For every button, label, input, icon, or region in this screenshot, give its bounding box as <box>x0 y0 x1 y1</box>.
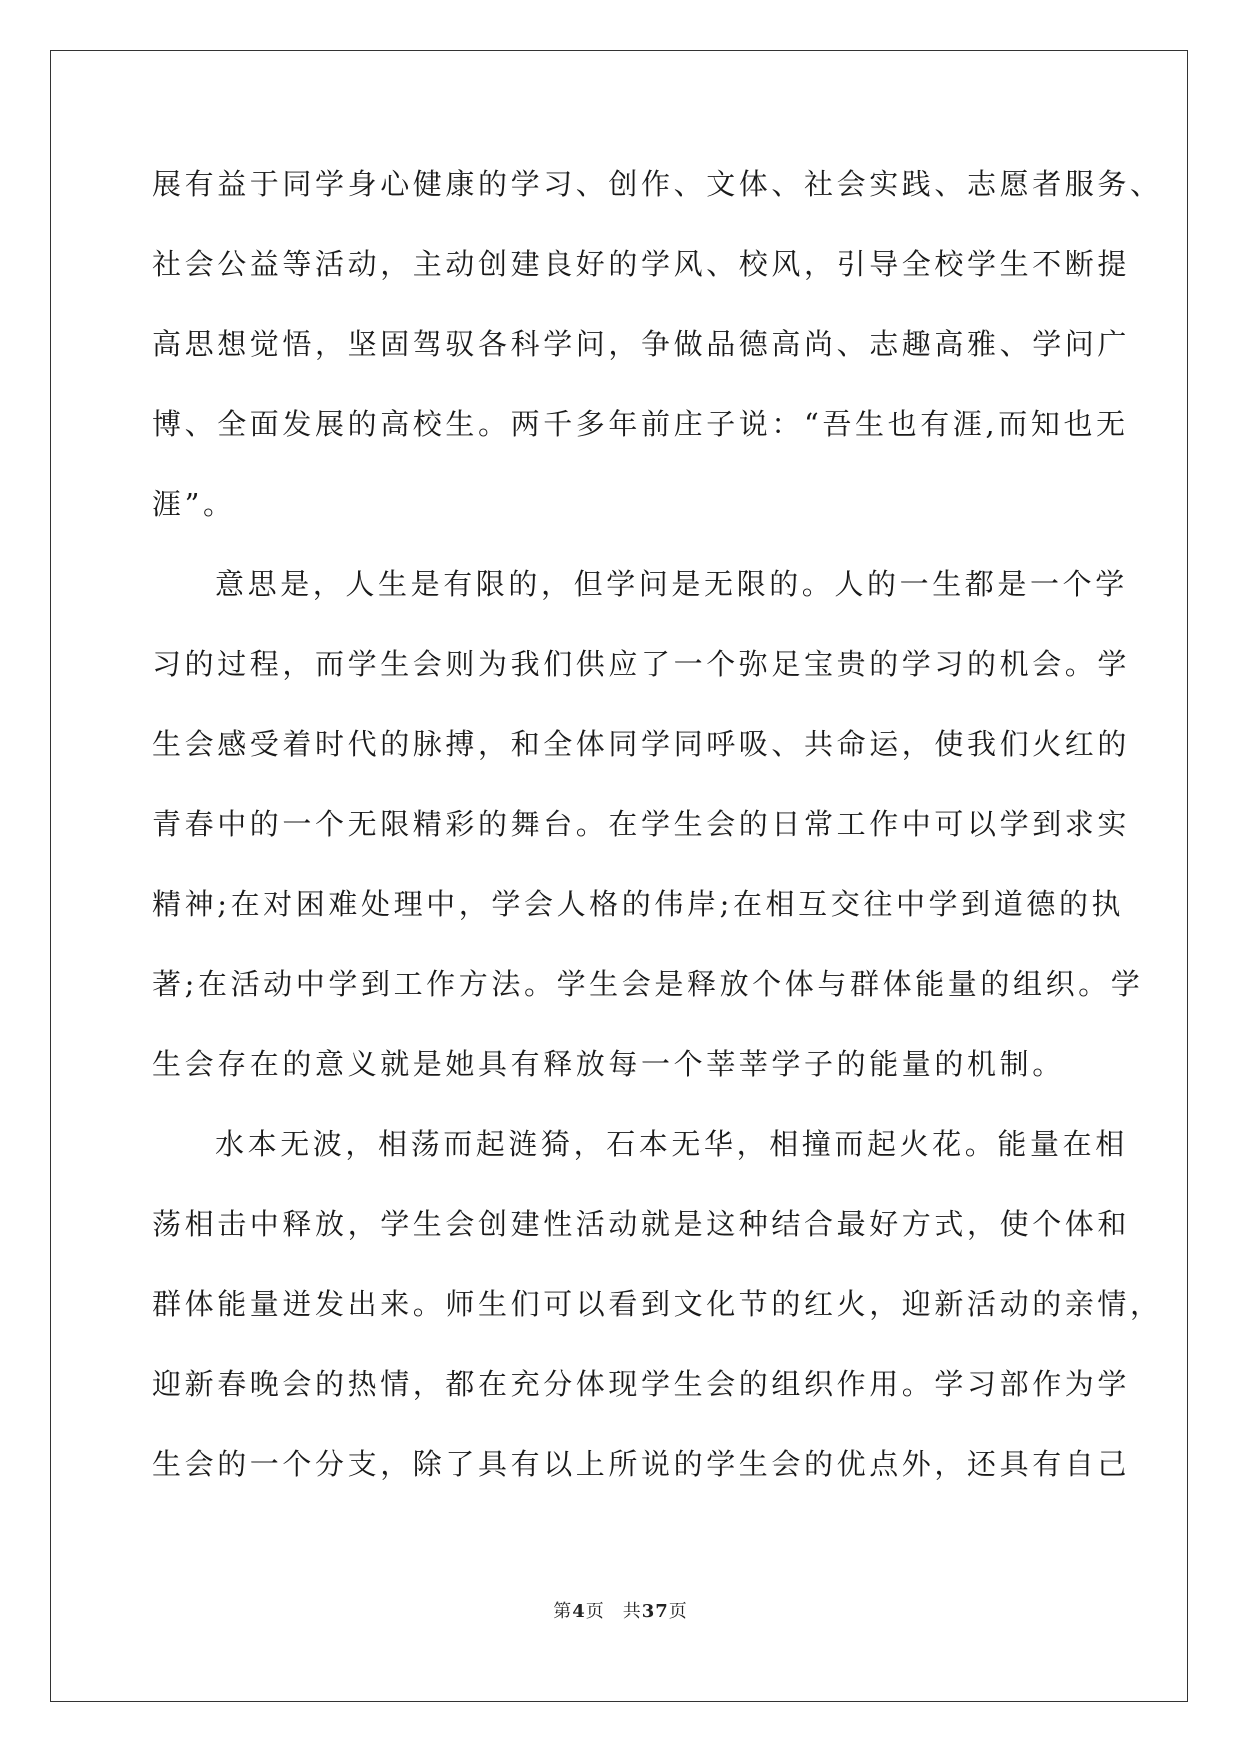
text-line: 荡相击中释放，学生会创建性活动就是这种结合最好方式，使个体和 <box>152 1207 1131 1241</box>
paragraph-start-line: 意思是，人生是有限的，但学问是无限的。人的一生都是一个学 <box>215 567 1128 601</box>
page-unit: 页 <box>585 1601 605 1622</box>
text-line: 生会存在的意义就是她具有释放每一个莘莘学子的能量的机制。 <box>152 1047 1065 1081</box>
text-line: 生会感受着时代的脉搏，和全体同学同呼吸、共命运，使我们火红的 <box>152 727 1131 761</box>
text-line: 生会的一个分支，除了具有以上所说的学生会的优点外，还具有自己 <box>152 1447 1131 1481</box>
text-line: 社会公益等活动，主动创建良好的学风、校风，引导全校学生不断提 <box>152 247 1131 281</box>
text-line: 涯”。 <box>152 487 236 521</box>
text-line: 展有益于同学身心健康的学习、创作、文体、社会实践、志愿者服务、 <box>152 167 1163 201</box>
text-line: 著;在活动中学到工作方法。学生会是释放个体与群体能量的组织。学 <box>152 967 1144 1001</box>
total-prefix: 共 <box>622 1601 642 1622</box>
page-number: 4 <box>572 1601 586 1622</box>
text-line: 博、全面发展的高校生。两千多年前庄子说：“吾生也有涯,而知也无 <box>152 407 1129 441</box>
text-line: 习的过程，而学生会则为我们供应了一个弥足宝贵的学习的机会。学 <box>152 647 1131 681</box>
page-footer <box>0 1597 1241 1623</box>
paragraph-start-line: 水本无波，相荡而起涟猗，石本无华，相撞而起火花。能量在相 <box>215 1127 1128 1161</box>
text-line: 精神;在对困难处理中，学会人格的伟岸;在相互交往中学到道德的执 <box>152 887 1125 921</box>
text-line: 群体能量迸发出来。师生们可以看到文化节的红火，迎新活动的亲情， <box>152 1287 1163 1321</box>
total-pages: 37 <box>641 1601 669 1622</box>
text-line: 迎新春晚会的热情，都在充分体现学生会的组织作用。学习部作为学 <box>152 1367 1131 1401</box>
total-unit: 页 <box>668 1601 688 1622</box>
text-line: 青春中的一个无限精彩的舞台。在学生会的日常工作中可以学到求实 <box>152 807 1131 841</box>
document-body <box>152 156 1163 1516</box>
text-line: 高思想觉悟，坚固驾驭各科学问，争做品德高尚、志趣高雅、学问广 <box>152 327 1131 361</box>
page-prefix: 第 <box>553 1601 573 1622</box>
